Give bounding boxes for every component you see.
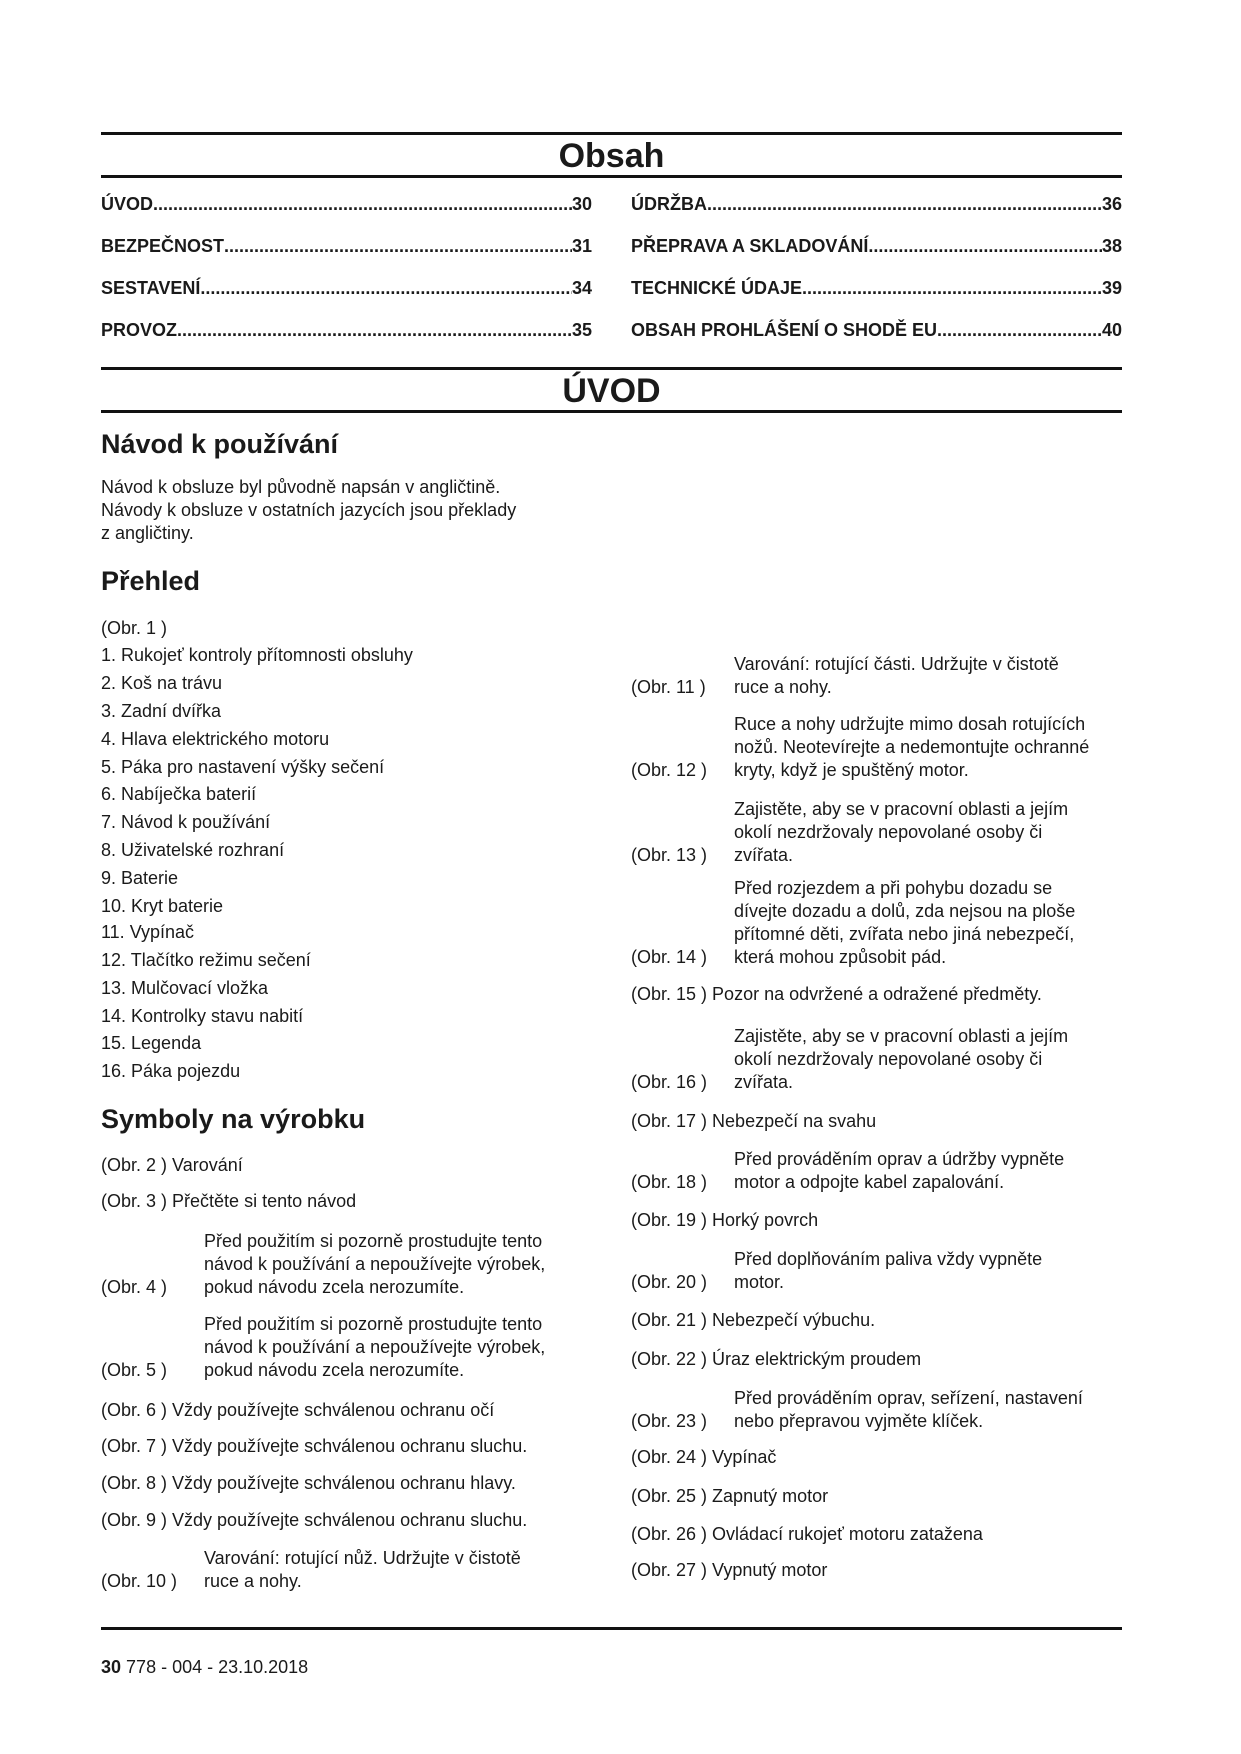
symbol-figure-ref: (Obr. 12 ): [631, 760, 708, 780]
symbol-figure-ref: (Obr. 24 ): [631, 1447, 708, 1467]
overview-item: 7. Návod k používání: [101, 812, 271, 832]
symbol-text-line: návod k používání a nepoužívejte výrobek,: [204, 1337, 546, 1357]
toc-entry-label: SESTAVENÍ: [101, 278, 201, 298]
symbol-text: Horký povrch: [712, 1210, 819, 1230]
symbol-text-line: která mohou způsobit pád.: [734, 947, 947, 967]
overview-heading: Přehled: [101, 566, 201, 596]
symbol-text-line: Zajistěte, aby se v pracovní oblasti a jejím: [734, 1026, 1069, 1046]
symbol-text-line: motor a odpojte kabel zapalování.: [734, 1172, 1005, 1192]
symbol-figure-ref: (Obr. 17 ): [631, 1111, 708, 1131]
symbol-text: Vždy používejte schválenou ochranu sluchu.: [172, 1436, 528, 1456]
symbol-text-line: ruce a nohy.: [204, 1571, 302, 1591]
overview-item: 14. Kontrolky stavu nabití: [101, 1006, 304, 1026]
overview-item: 8. Uživatelské rozhraní: [101, 840, 285, 860]
toc-entry-page: 40: [1101, 320, 1122, 340]
toc-entry-label: PROVOZ: [101, 320, 178, 340]
symbol-text-line: Před rozjezdem a při pohybu dozadu se: [734, 878, 1053, 898]
toc-entry-prohlaseni[interactable]: [631, 319, 1122, 341]
symbol-text: Úraz elektrickým proudem: [712, 1349, 922, 1369]
symbol-figure-ref: (Obr. 26 ): [631, 1524, 708, 1544]
top-rule: [101, 132, 1122, 135]
toc-title: Obsah: [558, 137, 665, 175]
symbol-text-line: návod k používání a nepoužívejte výrobek,: [204, 1254, 546, 1274]
manual-heading: Návod k používání: [101, 429, 339, 459]
toc-entry-provoz[interactable]: [101, 319, 592, 341]
toc-entry-udrzba[interactable]: [631, 193, 1122, 215]
toc-entry-sestaveni[interactable]: [101, 277, 592, 299]
overview-item: 3. Zadní dvířka: [101, 701, 222, 721]
symbol-figure-ref: (Obr. 10 ): [101, 1571, 178, 1591]
symbol-text-line: přítomné děti, zvířata nebo jiná nebezpečí,: [734, 924, 1075, 944]
symbol-text: Pozor na odvržené a odražené předměty.: [712, 984, 1042, 1004]
symbol-text-line: kryty, když je spuštěný motor.: [734, 760, 969, 780]
symbol-text-line: Před prováděním oprav a údržby vypněte: [734, 1149, 1065, 1169]
section-title-rule: [101, 410, 1122, 413]
toc-entry-bezpecnost[interactable]: [101, 235, 592, 257]
symbol-text: Zapnutý motor: [712, 1486, 829, 1506]
toc-entry-label: BEZPEČNOST: [101, 236, 225, 256]
overview-item: 10. Kryt baterie: [101, 896, 224, 916]
symbol-text-line: Před použitím si pozorně prostudujte tento: [204, 1314, 543, 1334]
symbol-figure-ref: (Obr. 15 ): [631, 984, 708, 1004]
symbol-figure-ref: (Obr. 19 ): [631, 1210, 708, 1230]
symbol-text-line: nebo přepravou vyjměte klíček.: [734, 1411, 984, 1431]
symbol-figure-ref: (Obr. 9 ): [101, 1510, 168, 1530]
symbol-text: Varování: [172, 1155, 243, 1175]
symbol-figure-ref: (Obr. 22 ): [631, 1349, 708, 1369]
symbols-heading: Symboly na výrobku: [101, 1104, 366, 1134]
symbol-text: Ovládací rukojeť motoru zatažena: [712, 1524, 983, 1544]
symbol-text-line: dívejte dozadu a dolů, zda nejsou na ploše: [734, 901, 1076, 921]
symbol-figure-ref: (Obr. 23 ): [631, 1411, 708, 1431]
symbol-text-line: okolí nezdržovaly nepovolané osoby či: [734, 822, 1043, 842]
symbol-figure-ref: (Obr. 21 ): [631, 1310, 708, 1330]
manual-line: z angličtiny.: [101, 523, 194, 543]
symbol-text: Vždy používejte schválenou ochranu hlavy.: [172, 1473, 516, 1493]
symbol-text-line: motor.: [734, 1272, 785, 1292]
symbol-figure-ref: (Obr. 20 ): [631, 1272, 708, 1292]
symbol-figure-ref: (Obr. 7 ): [101, 1436, 168, 1456]
overview-item: 15. Legenda: [101, 1033, 202, 1053]
symbol-text: Vypínač: [712, 1447, 777, 1467]
symbol-text-line: zvířata.: [734, 1072, 794, 1092]
symbol-text: Vždy používejte schválenou ochranu očí: [172, 1400, 495, 1420]
symbol-text: Nebezpečí na svahu: [712, 1111, 877, 1131]
symbol-text-line: nožů. Neotevírejte a nedemontujte ochranné: [734, 737, 1090, 757]
symbol-figure-ref: (Obr. 14 ): [631, 947, 708, 967]
footer-doc-id: 778 - 004 - 23.10.2018: [126, 1657, 309, 1677]
symbol-text-line: Před použitím si pozorně prostudujte tento: [204, 1231, 543, 1251]
symbol-figure-ref: (Obr. 5 ): [101, 1360, 168, 1380]
overview-item: 1. Rukojeť kontroly přítomnosti obsluhy: [101, 645, 413, 665]
symbol-text-line: Před doplňováním paliva vždy vypněte: [734, 1249, 1043, 1269]
toc-title-rule: [101, 175, 1122, 178]
symbol-text-line: Varování: rotující části. Udržujte v čistotě: [734, 654, 1059, 674]
symbol-text-line: zvířata.: [734, 845, 794, 865]
symbol-figure-ref: (Obr. 11 ): [631, 677, 706, 697]
toc-entry-label: PŘEPRAVA A SKLADOVÁNÍ: [631, 236, 869, 256]
symbol-text: Vždy používejte schválenou ochranu sluchu.: [172, 1510, 528, 1530]
symbol-figure-ref: (Obr. 8 ): [101, 1473, 168, 1493]
section-rule: [101, 367, 1122, 370]
symbol-figure-ref: (Obr. 25 ): [631, 1486, 708, 1506]
symbol-text-line: ruce a nohy.: [734, 677, 832, 697]
toc-entry-label: TECHNICKÉ ÚDAJE: [631, 278, 803, 298]
toc-entry-label: ÚVOD: [101, 194, 154, 214]
symbol-text: Přečtěte si tento návod: [172, 1191, 357, 1211]
toc-entry-page: 35: [571, 320, 592, 340]
overview-item: 6. Nabíječka baterií: [101, 784, 257, 804]
symbol-text: Vypnutý motor: [712, 1560, 828, 1580]
overview-item: 9. Baterie: [101, 868, 179, 888]
overview-item: 13. Mulčovací vložka: [101, 978, 269, 998]
toc-entry-uvod[interactable]: [101, 193, 592, 215]
toc-entry-page: 30: [571, 194, 592, 214]
overview-item: 12. Tlačítko režimu sečení: [101, 950, 311, 970]
toc-entry-page: 36: [1101, 194, 1122, 214]
symbol-text-line: Ruce a nohy udržujte mimo dosah rotujících: [734, 714, 1086, 734]
toc-entry-technicke-udaje[interactable]: [631, 277, 1122, 299]
footer-page-number: 30: [101, 1657, 122, 1677]
symbol-figure-ref: (Obr. 13 ): [631, 845, 708, 865]
symbol-figure-ref: (Obr. 16 ): [631, 1072, 708, 1092]
symbol-figure-ref: (Obr. 18 ): [631, 1172, 708, 1192]
overview-item: 2. Koš na trávu: [101, 673, 223, 693]
overview-item: 11. Vypínač: [101, 922, 195, 942]
toc-entry-label: OBSAH PROHLÁŠENÍ O SHODĚ EU: [631, 320, 938, 340]
toc-entry-page: 34: [571, 278, 592, 298]
footer: [101, 1656, 308, 1678]
symbol-text-line: okolí nezdržovaly nepovolané osoby či: [734, 1049, 1043, 1069]
toc-entry-page: 31: [571, 236, 592, 256]
overview-figure-ref: (Obr. 1 ): [101, 618, 168, 638]
toc-entry-page: 38: [1101, 236, 1122, 256]
footer-rule: [101, 1627, 1122, 1630]
overview-item: 4. Hlava elektrického motoru: [101, 729, 330, 749]
overview-item: 5. Páka pro nastavení výšky sečení: [101, 757, 385, 777]
symbol-text-line: pokud návodu zcela nerozumíte.: [204, 1360, 465, 1380]
symbol-text: Nebezpečí výbuchu.: [712, 1310, 876, 1330]
symbol-text-line: pokud návodu zcela nerozumíte.: [204, 1277, 465, 1297]
manual-line: Návod k obsluze byl původně napsán v angličtině.: [101, 477, 501, 497]
symbol-text-line: Varování: rotující nůž. Udržujte v čistotě: [204, 1548, 521, 1568]
symbol-figure-ref: (Obr. 4 ): [101, 1277, 168, 1297]
toc-entry-label: ÚDRŽBA: [631, 194, 707, 214]
symbol-figure-ref: (Obr. 3 ): [101, 1191, 168, 1211]
symbol-text-line: Před prováděním oprav, seřízení, nastavení: [734, 1388, 1083, 1408]
section-title: ÚVOD: [562, 372, 661, 410]
symbol-figure-ref: (Obr. 6 ): [101, 1400, 168, 1420]
toc-entry-page: 39: [1101, 278, 1122, 298]
manual-line: Návody k obsluze v ostatních jazycích jsou překlady: [101, 500, 517, 520]
toc-entry-preprava[interactable]: [631, 235, 1122, 257]
symbol-figure-ref: (Obr. 27 ): [631, 1560, 708, 1580]
overview-item: 16. Páka pojezdu: [101, 1061, 241, 1081]
symbol-text-line: Zajistěte, aby se v pracovní oblasti a jejím: [734, 799, 1069, 819]
symbol-figure-ref: (Obr. 2 ): [101, 1155, 168, 1175]
